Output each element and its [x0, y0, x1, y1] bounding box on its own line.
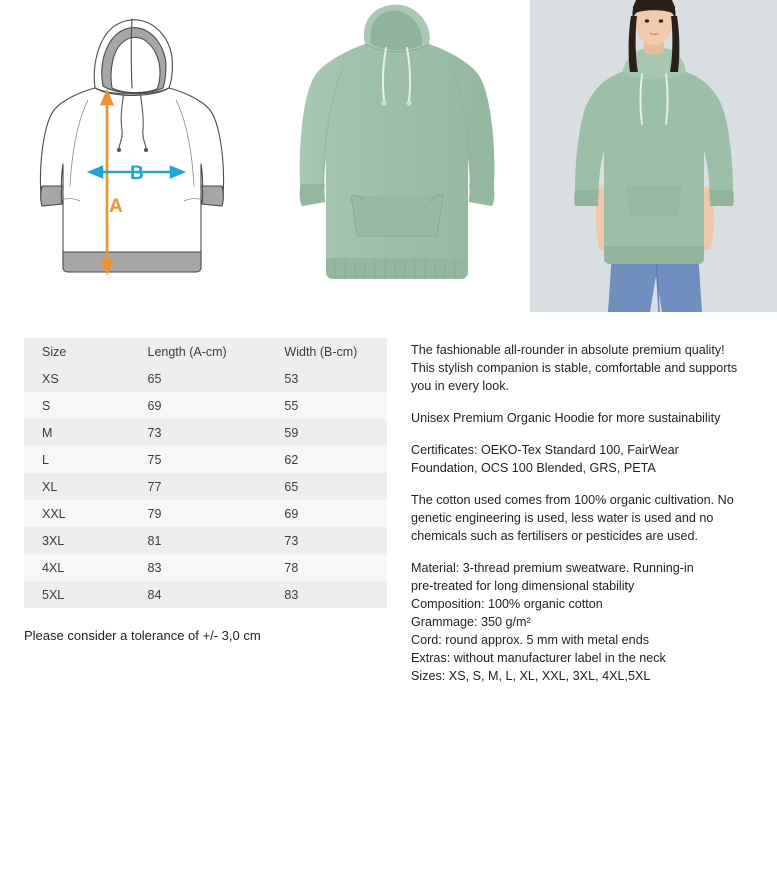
- cell-width: 69: [266, 500, 387, 527]
- description-unisex: Unisex Premium Organic Hoodie for more sustainability: [411, 411, 721, 425]
- size-table-header-row: [24, 338, 387, 365]
- table-row: [24, 500, 387, 527]
- cell-length: 84: [130, 581, 267, 608]
- table-row: [24, 554, 387, 581]
- cell-width: 78: [266, 554, 387, 581]
- spec-line: Composition: 100% organic cotton: [411, 597, 603, 611]
- cell-width: 59: [266, 419, 387, 446]
- product-description: [411, 341, 741, 685]
- cell-width: 65: [266, 473, 387, 500]
- flat-product-image: [265, 0, 530, 312]
- model-photo-panel: [530, 0, 777, 312]
- spec-line: Grammage: 350 g/m²: [411, 615, 531, 629]
- description-cotton: The cotton used comes from 100% organic cultivation. No genetic engineering is used, less water is used and no chemicals such as fertilisers or pesticides are used.: [411, 493, 734, 543]
- table-row: [24, 581, 387, 608]
- spec-line: Material: 3-thread premium sweatware. Running-in: [411, 561, 694, 575]
- cell-width: 55: [266, 392, 387, 419]
- column-header-length: Length (A-cm): [130, 338, 267, 365]
- cell-length: 73: [130, 419, 267, 446]
- description-intro: The fashionable all-rounder in absolute premium quality! This stylish companion is stable, comfortable and supports you in every look.: [411, 343, 738, 393]
- cell-length: 81: [130, 527, 267, 554]
- cell-size: 3XL: [24, 527, 130, 554]
- product-image-strip: [0, 0, 777, 312]
- cell-width: 83: [266, 581, 387, 608]
- cell-length: 75: [130, 446, 267, 473]
- cell-size: XXL: [24, 500, 130, 527]
- tolerance-note: Please consider a tolerance of +/- 3,0 cm: [24, 628, 261, 643]
- spec-line: Extras: without manufacturer label in the neck: [411, 651, 666, 665]
- description-specs: [411, 559, 741, 685]
- cell-size: XL: [24, 473, 130, 500]
- measurement-label-a: A: [109, 196, 123, 217]
- flat-product-panel: [265, 0, 530, 312]
- cell-length: 65: [130, 365, 267, 392]
- model-photo: [530, 0, 777, 312]
- table-row: [24, 392, 387, 419]
- technical-drawing: [0, 0, 265, 312]
- cell-size: 4XL: [24, 554, 130, 581]
- column-header-width: Width (B-cm): [266, 338, 387, 365]
- technical-drawing-panel: [0, 0, 265, 312]
- table-row: [24, 446, 387, 473]
- cell-length: 69: [130, 392, 267, 419]
- cell-width: 62: [266, 446, 387, 473]
- table-row: [24, 473, 387, 500]
- size-table: [24, 338, 387, 608]
- cell-size: 5XL: [24, 581, 130, 608]
- cell-width: 73: [266, 527, 387, 554]
- measurement-label-b: B: [130, 163, 144, 184]
- cell-length: 79: [130, 500, 267, 527]
- table-row: [24, 365, 387, 392]
- spec-line: Sizes: XS, S, M, L, XL, XXL, 3XL, 4XL,5XL: [411, 669, 651, 683]
- spec-line: pre-treated for long dimensional stability: [411, 579, 635, 593]
- cell-size: S: [24, 392, 130, 419]
- cell-width: 53: [266, 365, 387, 392]
- cell-size: M: [24, 419, 130, 446]
- spec-line: Cord: round approx. 5 mm with metal ends: [411, 633, 649, 647]
- cell-length: 77: [130, 473, 267, 500]
- cell-length: 83: [130, 554, 267, 581]
- table-row: [24, 419, 387, 446]
- table-row: [24, 527, 387, 554]
- cell-size: XS: [24, 365, 130, 392]
- cell-size: L: [24, 446, 130, 473]
- description-certificates: Certificates: OEKO-Tex Standard 100, FairWear Foundation, OCS 100 Blended, GRS, PETA: [411, 443, 679, 475]
- column-header-size: Size: [24, 338, 130, 365]
